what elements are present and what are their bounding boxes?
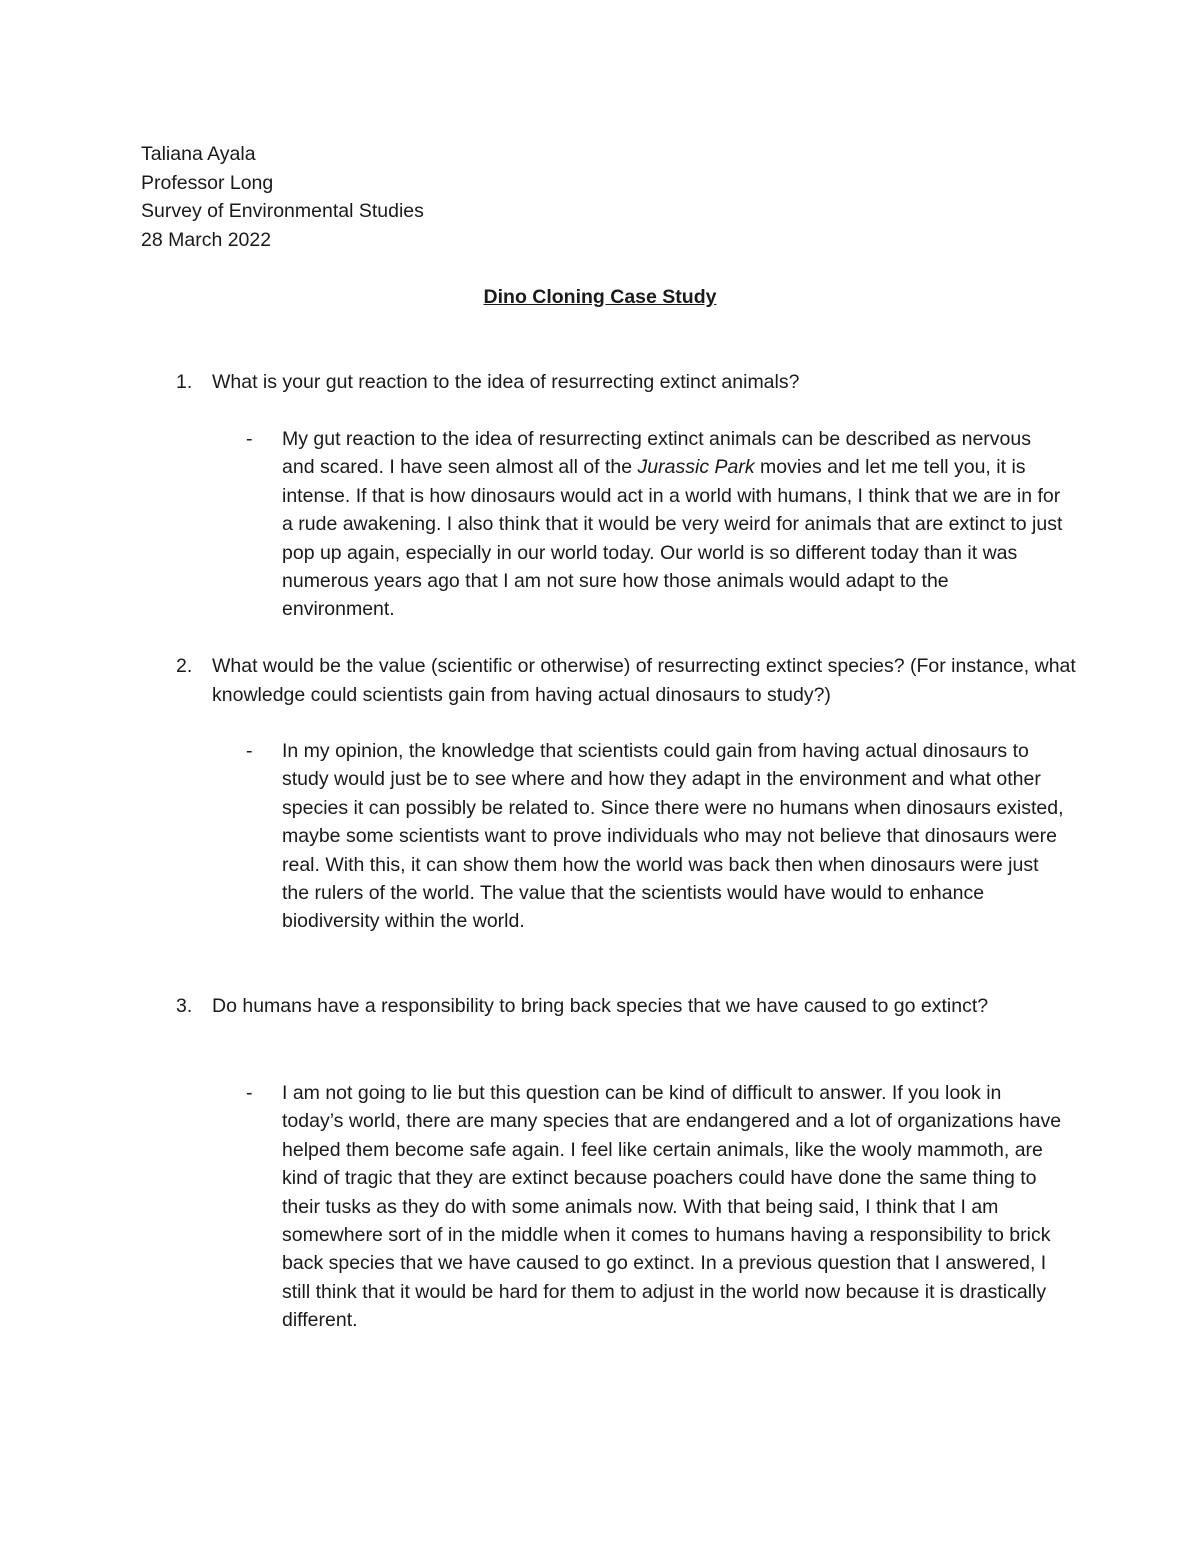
course-name: Survey of Environmental Studies <box>141 200 424 223</box>
answer-text-part: movies and let me tell you, it is intense. If that is how dinosaurs would act in a world with humans, I think that we are in for a rude awakening. I also think that it would be very weird for animals that are extinct to just pop up again, especially in our world today. Our world is so different today than it was numerous years ago that I am not sure how those animals would adapt to the environment. <box>282 456 1063 621</box>
question-number: 2. <box>176 655 193 677</box>
question-text: What would be the value (scientific or otherwise) of resurrecting extinct species? (For instance, what knowledge could scientists gain from having actual dinosaurs to study?) <box>212 655 1076 706</box>
professor-name: Professor Long <box>141 171 274 194</box>
answer-marker: - <box>246 740 253 762</box>
movie-title: Jurassic Park <box>637 456 755 479</box>
question-3 <box>176 992 1076 1021</box>
question-number: 1. <box>176 371 193 393</box>
header-block <box>141 140 424 254</box>
answer-2 <box>246 737 1066 936</box>
answer-text: In my opinion, the knowledge that scientists could gain from having actual dinosaurs to study would just be to see where and how they adapt in the environment and what other species it can possibly be related to. Since there were no humans when dinosaurs existed, maybe some scientists want to prove individuals who may not believe that dinosaurs were real. With this, it can show them how the world was back then when dinosaurs were just the rulers of the world. The value that the scientists would have would to enhance biodiversity within the world. <box>282 740 1064 933</box>
answer-marker: - <box>246 1082 253 1104</box>
answer-text-part: My gut reaction to the idea of resurrecting extinct animals can be described as nervous and scared. I have seen almost all of the <box>282 428 1031 479</box>
student-name: Taliana Ayala <box>141 143 256 165</box>
answer-3 <box>246 1079 1066 1335</box>
answer-text: I am not going to lie but this question can be kind of difficult to answer. If you look in today’s world, there are many species that are endangered and a lot of organizations have helped them become safe again. I feel like certain animals, like the wooly mammoth, are kind of tragic that they are extinct because poachers could have done the same thing to their tusks as they do with some animals now. With that being said, I think that I am somewhere sort of in the middle when it comes to humans having a responsibility to brick back species that we have caused to go extinct. In a previous question that I answered, I still think that it would be hard for them to adjust in the world now because it is drastically different. <box>282 1082 1062 1332</box>
question-text: Do humans have a responsibility to bring back species that we have caused to go extinct? <box>212 995 989 1017</box>
question-2 <box>176 652 1076 709</box>
answer-marker: - <box>246 428 253 450</box>
answer-text <box>282 425 1066 624</box>
document-date: 28 March 2022 <box>141 228 272 251</box>
question-number: 3. <box>176 995 193 1017</box>
question-1 <box>176 368 1076 397</box>
question-text: What is your gut reaction to the idea of resurrecting extinct animals? <box>212 371 800 393</box>
document-title: Dino Cloning Case Study <box>483 286 717 308</box>
answer-1 <box>246 425 1066 624</box>
